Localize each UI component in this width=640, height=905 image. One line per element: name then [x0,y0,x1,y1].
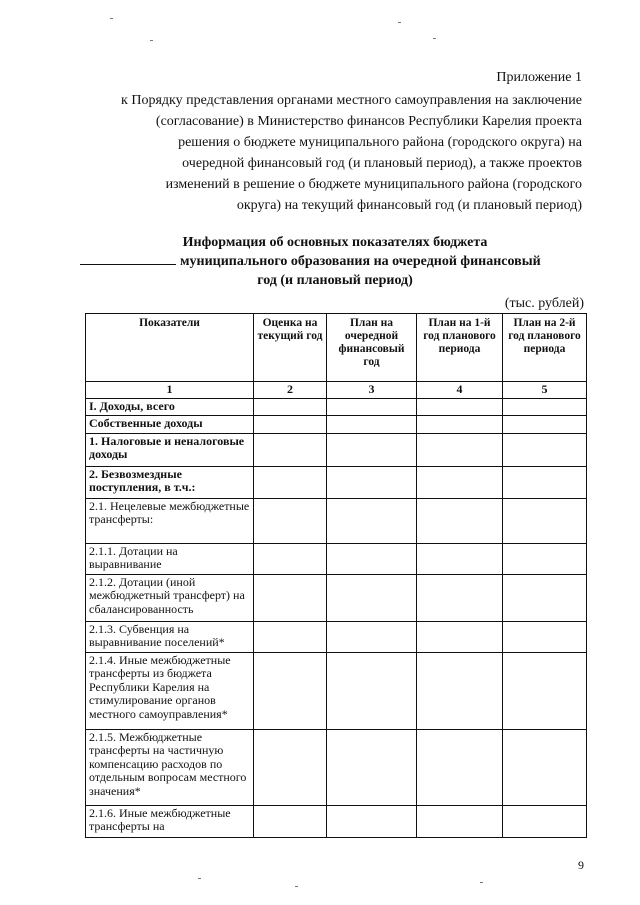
row-label: 2.1.5. Межбюджетные трансферты на частичную компенсацию расходов по отдельным вопросам местного значения* [86,729,254,805]
table-row [86,399,587,416]
appendix-title: Приложение 1 [496,70,582,85]
indicators-table [85,313,587,838]
table-row [86,729,587,805]
row-label: 2.1.3. Субвенция на выравнивание поселений* [86,621,254,652]
table-row [86,805,587,837]
page-number: 9 [578,858,584,872]
scan-speck [480,882,483,883]
appendix-line: очередной финансовый год (и плановый период), а также проектов [182,156,582,171]
table-row [86,415,587,433]
row-label: 2.1.2. Дотации (иной межбюджетный трансферт) на сбалансированность [86,574,254,621]
scan-speck [198,878,201,879]
table-row [86,433,587,466]
header-cell: Оценка на текущий год [254,314,327,382]
scan-speck [150,40,153,41]
column-number: 1 [86,382,254,399]
row-label: 2.1.6. Иные межбюджетные трансферты на [86,805,254,837]
row-label: Собственные доходы [86,415,254,433]
scan-speck [295,886,298,887]
header-cell: План на очередной финансовый год [327,314,417,382]
column-number: 2 [254,382,327,399]
header-cell: План на 2-й год планового периода [503,314,587,382]
table-row [86,574,587,621]
blank-field [80,252,176,265]
row-label: 2.1. Нецелевые межбюджетные трансферты: [86,498,254,543]
unit-label: (тыс. рублей) [504,296,584,311]
scan-speck [433,38,436,39]
column-number: 5 [503,382,587,399]
header-cell: Показатели [86,314,254,382]
table-row [86,621,587,652]
scan-speck [110,18,113,19]
row-label: 2. Безвозмездные поступления, в т.ч.: [86,466,254,498]
table-row [86,543,587,574]
scan-speck [398,22,401,23]
table-row [86,652,587,729]
row-label: 2.1.4. Иные межбюджетные трансферты из бюджета Республики Карелия на стимулирование органов местного самоуправления* [86,652,254,729]
row-label: 2.1.1. Дотации на выравнивание [86,543,254,574]
appendix-line: изменений в решение о бюджете муниципального района (городского [165,177,582,192]
heading-line-1: Информация об основных показателях бюджета [182,235,488,250]
header-cell: План на 1-й год планового периода [417,314,503,382]
heading-line-2 [80,252,590,271]
table-row [86,466,587,498]
column-number-row [86,382,587,399]
row-label: 1. Налоговые и неналоговые доходы [86,433,254,466]
appendix-line: к Порядку представления органами местного самоуправления на заключение [121,93,582,108]
table-row [86,498,587,543]
document-heading [80,233,590,290]
column-number: 3 [327,382,417,399]
heading-line-3: год (и плановый период) [257,273,413,288]
table-header-row [86,314,587,382]
appendix-line: округа) на текущий финансовый год (и плановый период) [236,198,582,213]
appendix-line: решения о бюджете муниципального района (городского округа) на [178,135,582,150]
column-number: 4 [417,382,503,399]
appendix-text [80,90,582,216]
heading-line-2-text: муниципального образования на очередной финансовый [180,254,541,269]
row-label: I. Доходы, всего [86,399,254,416]
appendix-line: (согласование) в Министерство финансов Республики Карелия проекта [155,114,582,129]
